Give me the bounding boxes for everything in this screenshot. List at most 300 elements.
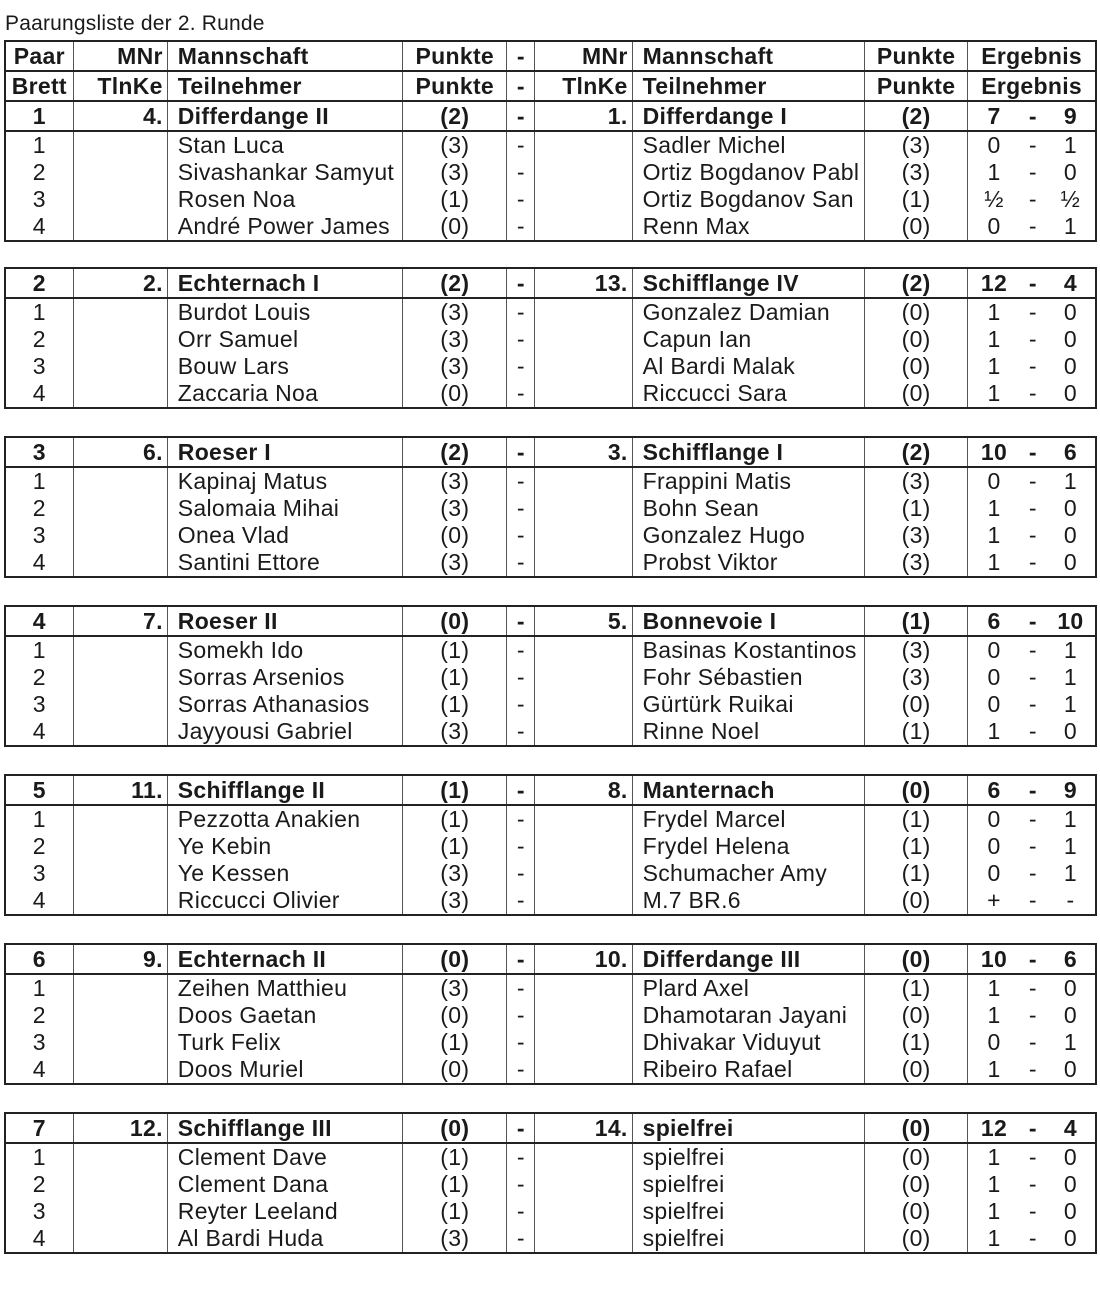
board-empty-left bbox=[73, 636, 167, 664]
board-row bbox=[5, 1198, 1096, 1225]
team-result-separator: - bbox=[1020, 437, 1046, 467]
player-name-right: Rinne Noel bbox=[632, 718, 864, 746]
board-result-left: 1 bbox=[987, 1225, 1001, 1251]
team-name-right: spielfrei bbox=[632, 1113, 864, 1143]
board-empty-right bbox=[535, 805, 632, 833]
board-number: 2 bbox=[5, 495, 73, 522]
team-points-right: (0) bbox=[865, 775, 968, 805]
board-dash: - bbox=[507, 467, 535, 495]
player-name-right: Gonzalez Hugo bbox=[632, 522, 864, 549]
board-dash: - bbox=[507, 380, 535, 408]
board-result-right: 0 bbox=[1063, 495, 1077, 521]
board-row bbox=[5, 326, 1096, 353]
board-dash: - bbox=[507, 691, 535, 718]
team-name-left: Roeser II bbox=[167, 606, 402, 636]
board-number: 1 bbox=[5, 636, 73, 664]
player-name-left: Doos Muriel bbox=[167, 1056, 402, 1084]
header-team-left: Teilnehmer bbox=[167, 71, 402, 101]
player-name-right: Renn Max bbox=[632, 213, 864, 241]
team-points-left: (2) bbox=[403, 437, 507, 467]
board-dash: - bbox=[507, 860, 535, 887]
board-number: 2 bbox=[5, 159, 73, 186]
team-result-separator: - bbox=[1020, 268, 1046, 298]
board-result-left: 1 bbox=[987, 495, 1001, 521]
board-empty-left bbox=[73, 298, 167, 326]
board-number: 3 bbox=[5, 522, 73, 549]
pair-number: 4 bbox=[5, 606, 73, 636]
team-result-left: 10 bbox=[968, 944, 1020, 974]
board-dash: - bbox=[507, 353, 535, 380]
player-points-left: (1) bbox=[403, 636, 507, 664]
board-row bbox=[5, 298, 1096, 326]
team-result-separator: - bbox=[1020, 101, 1046, 131]
player-points-right: (3) bbox=[865, 131, 968, 159]
board-row bbox=[5, 636, 1096, 664]
board-row bbox=[5, 1056, 1096, 1084]
board-number: 3 bbox=[5, 186, 73, 213]
board-result-left: 0 bbox=[987, 664, 1001, 690]
player-name-left: Clement Dana bbox=[167, 1171, 402, 1198]
player-points-left: (1) bbox=[403, 1171, 507, 1198]
team-name-right: Bonnevoie I bbox=[632, 606, 864, 636]
board-result-right: 1 bbox=[1063, 664, 1077, 690]
board-number: 4 bbox=[5, 213, 73, 241]
header-result: Ergebnis bbox=[968, 71, 1096, 101]
board-number: 4 bbox=[5, 718, 73, 746]
board-empty-right bbox=[535, 833, 632, 860]
board-empty-left bbox=[73, 887, 167, 915]
team-name-right: Manternach bbox=[632, 775, 864, 805]
team-points-left: (0) bbox=[403, 1113, 507, 1143]
team-pairing-row bbox=[5, 268, 1096, 298]
pair-number: 6 bbox=[5, 944, 73, 974]
board-number: 1 bbox=[5, 1143, 73, 1171]
player-name-right: Ortiz Bogdanov Pabl bbox=[632, 159, 864, 186]
team-result-left: 12 bbox=[968, 1113, 1020, 1143]
player-points-left: (3) bbox=[403, 718, 507, 746]
player-name-right: Frydel Helena bbox=[632, 833, 864, 860]
board-empty-right bbox=[535, 718, 632, 746]
team-dash: - bbox=[507, 268, 535, 298]
header-paar: Brett bbox=[5, 71, 73, 101]
team-points-left: (0) bbox=[403, 944, 507, 974]
pairing-table bbox=[4, 267, 1097, 409]
player-name-left: Zeihen Matthieu bbox=[167, 974, 402, 1002]
header-dash: - bbox=[507, 41, 535, 71]
team-dash: - bbox=[507, 1113, 535, 1143]
team-points-right: (0) bbox=[865, 1113, 968, 1143]
board-empty-left bbox=[73, 1029, 167, 1056]
board-result-separator: - bbox=[1028, 718, 1037, 744]
board-row bbox=[5, 860, 1096, 887]
team-points-right: (0) bbox=[865, 944, 968, 974]
board-number: 2 bbox=[5, 1002, 73, 1029]
board-result-right: 1 bbox=[1063, 132, 1077, 158]
pairing-table bbox=[4, 605, 1097, 747]
board-dash: - bbox=[507, 522, 535, 549]
board-number: 2 bbox=[5, 1171, 73, 1198]
player-points-right: (0) bbox=[865, 298, 968, 326]
board-number: 1 bbox=[5, 467, 73, 495]
board-result-right: 0 bbox=[1063, 1198, 1077, 1224]
board-result-right: 0 bbox=[1063, 1171, 1077, 1197]
header-points-left: Punkte bbox=[403, 41, 507, 71]
board-dash: - bbox=[507, 1198, 535, 1225]
board-result-right: 0 bbox=[1063, 718, 1077, 744]
player-points-left: (3) bbox=[403, 467, 507, 495]
board-dash: - bbox=[507, 1225, 535, 1253]
board-result-right: 1 bbox=[1063, 860, 1077, 886]
player-points-right: (0) bbox=[865, 380, 968, 408]
board-number: 3 bbox=[5, 353, 73, 380]
pair-number: 7 bbox=[5, 1113, 73, 1143]
player-name-left: Riccucci Olivier bbox=[167, 887, 402, 915]
board-number: 4 bbox=[5, 1056, 73, 1084]
board-result-left: 0 bbox=[987, 860, 1001, 886]
board-empty-left bbox=[73, 1143, 167, 1171]
board-row bbox=[5, 549, 1096, 577]
board-empty-right bbox=[535, 1002, 632, 1029]
player-name-left: Onea Vlad bbox=[167, 522, 402, 549]
board-result-separator: - bbox=[1028, 186, 1037, 212]
player-name-left: Bouw Lars bbox=[167, 353, 402, 380]
player-name-right: Ortiz Bogdanov San bbox=[632, 186, 864, 213]
team-number-left: 4. bbox=[73, 101, 167, 131]
board-row bbox=[5, 353, 1096, 380]
board-result-left: 1 bbox=[987, 380, 1001, 406]
board-result-left: 0 bbox=[987, 213, 1001, 239]
header-team-left: Mannschaft bbox=[167, 41, 402, 71]
board-empty-right bbox=[535, 522, 632, 549]
board-row bbox=[5, 186, 1096, 213]
pairing-table bbox=[4, 774, 1097, 916]
board-empty-left bbox=[73, 1056, 167, 1084]
board-empty-left bbox=[73, 326, 167, 353]
header-mnr-left: MNr bbox=[73, 41, 167, 71]
team-name-left: Roeser I bbox=[167, 437, 402, 467]
player-points-left: (3) bbox=[403, 298, 507, 326]
board-empty-left bbox=[73, 131, 167, 159]
team-name-left: Schifflange III bbox=[167, 1113, 402, 1143]
board-empty-right bbox=[535, 353, 632, 380]
board-empty-left bbox=[73, 186, 167, 213]
board-empty-left bbox=[73, 1198, 167, 1225]
team-points-left: (1) bbox=[403, 775, 507, 805]
board-result-separator: - bbox=[1028, 380, 1037, 406]
board-result-left: 1 bbox=[987, 1002, 1001, 1028]
player-points-left: (0) bbox=[403, 522, 507, 549]
team-name-right: Differdange III bbox=[632, 944, 864, 974]
board-result-separator: - bbox=[1028, 1002, 1037, 1028]
team-points-left: (2) bbox=[403, 268, 507, 298]
board-row bbox=[5, 974, 1096, 1002]
team-number-right: 8. bbox=[535, 775, 632, 805]
board-dash: - bbox=[507, 887, 535, 915]
board-result-right: 0 bbox=[1063, 975, 1077, 1001]
board-empty-left bbox=[73, 213, 167, 241]
player-name-right: Sadler Michel bbox=[632, 131, 864, 159]
team-result-right: 4 bbox=[1046, 268, 1096, 298]
board-empty-right bbox=[535, 664, 632, 691]
board-result-left: 1 bbox=[987, 1171, 1001, 1197]
board-result-separator: - bbox=[1028, 468, 1037, 494]
pairing-table bbox=[4, 40, 1097, 242]
team-number-left: 9. bbox=[73, 944, 167, 974]
board-result-left: 1 bbox=[987, 326, 1001, 352]
board-dash: - bbox=[507, 1002, 535, 1029]
board-result-separator: - bbox=[1028, 522, 1037, 548]
board-empty-right bbox=[535, 213, 632, 241]
board-result-left: 1 bbox=[987, 549, 1001, 575]
player-points-right: (0) bbox=[865, 353, 968, 380]
board-row bbox=[5, 691, 1096, 718]
team-pairing-row bbox=[5, 606, 1096, 636]
player-points-right: (0) bbox=[865, 326, 968, 353]
player-name-left: Santini Ettore bbox=[167, 549, 402, 577]
team-result-right: 6 bbox=[1046, 437, 1096, 467]
board-empty-right bbox=[535, 974, 632, 1002]
board-row bbox=[5, 833, 1096, 860]
board-result-right: 0 bbox=[1063, 1225, 1077, 1251]
board-empty-right bbox=[535, 691, 632, 718]
board-result-separator: - bbox=[1028, 887, 1037, 913]
player-name-left: Clement Dave bbox=[167, 1143, 402, 1171]
board-empty-right bbox=[535, 860, 632, 887]
team-dash: - bbox=[507, 437, 535, 467]
player-points-left: (3) bbox=[403, 887, 507, 915]
player-points-left: (1) bbox=[403, 186, 507, 213]
board-result-left: 1 bbox=[987, 353, 1001, 379]
team-dash: - bbox=[507, 606, 535, 636]
pair-number: 1 bbox=[5, 101, 73, 131]
team-number-left: 7. bbox=[73, 606, 167, 636]
board-number: 4 bbox=[5, 1225, 73, 1253]
player-points-right: (1) bbox=[865, 718, 968, 746]
player-points-right: (0) bbox=[865, 1198, 968, 1225]
pair-number: 2 bbox=[5, 268, 73, 298]
board-empty-left bbox=[73, 549, 167, 577]
player-points-right: (3) bbox=[865, 664, 968, 691]
header-row bbox=[5, 71, 1096, 101]
player-name-right: Bohn Sean bbox=[632, 495, 864, 522]
board-empty-left bbox=[73, 495, 167, 522]
board-dash: - bbox=[507, 326, 535, 353]
board-result-right: 1 bbox=[1063, 468, 1077, 494]
board-result-separator: - bbox=[1028, 549, 1037, 575]
team-name-left: Echternach II bbox=[167, 944, 402, 974]
board-empty-left bbox=[73, 1225, 167, 1253]
board-empty-right bbox=[535, 1143, 632, 1171]
player-points-right: (3) bbox=[865, 522, 968, 549]
board-dash: - bbox=[507, 833, 535, 860]
header-points-right: Punkte bbox=[865, 41, 968, 71]
player-points-right: (1) bbox=[865, 805, 968, 833]
player-points-left: (3) bbox=[403, 353, 507, 380]
team-pairing-row bbox=[5, 437, 1096, 467]
player-name-right: Al Bardi Malak bbox=[632, 353, 864, 380]
header-team-right: Teilnehmer bbox=[632, 71, 864, 101]
board-empty-left bbox=[73, 1002, 167, 1029]
board-row bbox=[5, 1171, 1096, 1198]
player-name-right: Gonzalez Damian bbox=[632, 298, 864, 326]
board-dash: - bbox=[507, 805, 535, 833]
player-points-left: (1) bbox=[403, 833, 507, 860]
board-result-left: 1 bbox=[987, 1144, 1001, 1170]
player-name-right: Riccucci Sara bbox=[632, 380, 864, 408]
board-result-left: 0 bbox=[987, 468, 1001, 494]
board-result-left: 0 bbox=[987, 691, 1001, 717]
board-result-left: 0 bbox=[987, 1029, 1001, 1055]
team-points-right: (1) bbox=[865, 606, 968, 636]
board-dash: - bbox=[507, 549, 535, 577]
board-result-left: 0 bbox=[987, 806, 1001, 832]
board-number: 2 bbox=[5, 833, 73, 860]
player-points-right: (1) bbox=[865, 495, 968, 522]
team-result-left: 7 bbox=[968, 101, 1020, 131]
player-name-left: Salomaia Mihai bbox=[167, 495, 402, 522]
board-empty-left bbox=[73, 833, 167, 860]
player-name-right: Ribeiro Rafael bbox=[632, 1056, 864, 1084]
board-result-separator: - bbox=[1028, 1225, 1037, 1251]
board-result-left: 0 bbox=[987, 132, 1001, 158]
board-result-right: 0 bbox=[1063, 1056, 1077, 1082]
board-result-left: 1 bbox=[987, 1056, 1001, 1082]
header-dash: - bbox=[507, 71, 535, 101]
header-mnr-right: TlnKe bbox=[535, 71, 632, 101]
board-result-left: 1 bbox=[987, 159, 1001, 185]
board-dash: - bbox=[507, 186, 535, 213]
pairing-table bbox=[4, 1112, 1097, 1254]
player-points-right: (3) bbox=[865, 159, 968, 186]
board-row bbox=[5, 1029, 1096, 1056]
board-row bbox=[5, 131, 1096, 159]
player-points-right: (1) bbox=[865, 974, 968, 1002]
team-pairing-row bbox=[5, 944, 1096, 974]
team-result-right: 9 bbox=[1046, 101, 1096, 131]
board-empty-right bbox=[535, 159, 632, 186]
board-result-left: 0 bbox=[987, 637, 1001, 663]
board-result-right: - bbox=[1066, 887, 1075, 913]
team-number-left: 6. bbox=[73, 437, 167, 467]
board-number: 3 bbox=[5, 691, 73, 718]
board-empty-right bbox=[535, 887, 632, 915]
board-row bbox=[5, 213, 1096, 241]
header-team-right: Mannschaft bbox=[632, 41, 864, 71]
board-dash: - bbox=[507, 636, 535, 664]
header-points-left: Punkte bbox=[403, 71, 507, 101]
board-result-right: 0 bbox=[1063, 380, 1077, 406]
board-result-right: 1 bbox=[1063, 833, 1077, 859]
board-result-left: 1 bbox=[987, 299, 1001, 325]
team-name-left: Schifflange II bbox=[167, 775, 402, 805]
player-name-left: Sivashankar Samyut bbox=[167, 159, 402, 186]
board-dash: - bbox=[507, 664, 535, 691]
player-points-right: (1) bbox=[865, 1029, 968, 1056]
player-name-left: Reyter Leeland bbox=[167, 1198, 402, 1225]
board-empty-right bbox=[535, 380, 632, 408]
board-row bbox=[5, 664, 1096, 691]
player-points-left: (3) bbox=[403, 326, 507, 353]
player-points-left: (3) bbox=[403, 159, 507, 186]
player-points-left: (1) bbox=[403, 1198, 507, 1225]
board-empty-right bbox=[535, 298, 632, 326]
player-name-right: spielfrei bbox=[632, 1198, 864, 1225]
player-points-left: (1) bbox=[403, 664, 507, 691]
player-name-left: Ye Kebin bbox=[167, 833, 402, 860]
board-dash: - bbox=[507, 1056, 535, 1084]
board-result-right: 0 bbox=[1063, 522, 1077, 548]
board-empty-right bbox=[535, 186, 632, 213]
team-result-left: 10 bbox=[968, 437, 1020, 467]
board-dash: - bbox=[507, 213, 535, 241]
board-result-left: 1 bbox=[987, 522, 1001, 548]
board-empty-right bbox=[535, 1029, 632, 1056]
team-result-left: 6 bbox=[968, 606, 1020, 636]
board-row bbox=[5, 1143, 1096, 1171]
player-name-left: Stan Luca bbox=[167, 131, 402, 159]
board-empty-left bbox=[73, 860, 167, 887]
player-name-left: Sorras Athanasios bbox=[167, 691, 402, 718]
header-result: Ergebnis bbox=[968, 41, 1096, 71]
player-points-right: (0) bbox=[865, 1002, 968, 1029]
player-name-right: Dhamotaran Jayani bbox=[632, 1002, 864, 1029]
board-result-separator: - bbox=[1028, 353, 1037, 379]
board-number: 3 bbox=[5, 1198, 73, 1225]
board-dash: - bbox=[507, 974, 535, 1002]
board-result-left: ½ bbox=[984, 186, 1004, 212]
team-points-right: (2) bbox=[865, 101, 968, 131]
pairing-table bbox=[4, 436, 1097, 578]
player-name-right: Gürtürk Ruikai bbox=[632, 691, 864, 718]
board-dash: - bbox=[507, 495, 535, 522]
team-number-right: 5. bbox=[535, 606, 632, 636]
player-points-left: (0) bbox=[403, 213, 507, 241]
player-name-left: Doos Gaetan bbox=[167, 1002, 402, 1029]
board-result-right: 0 bbox=[1063, 353, 1077, 379]
board-dash: - bbox=[507, 1143, 535, 1171]
board-number: 2 bbox=[5, 326, 73, 353]
player-name-left: Sorras Arsenios bbox=[167, 664, 402, 691]
board-number: 4 bbox=[5, 549, 73, 577]
player-name-right: Frydel Marcel bbox=[632, 805, 864, 833]
board-result-separator: - bbox=[1028, 637, 1037, 663]
board-result-right: 1 bbox=[1063, 691, 1077, 717]
player-name-left: Orr Samuel bbox=[167, 326, 402, 353]
board-number: 4 bbox=[5, 887, 73, 915]
team-name-right: Schifflange I bbox=[632, 437, 864, 467]
board-empty-left bbox=[73, 718, 167, 746]
team-name-right: Schifflange IV bbox=[632, 268, 864, 298]
board-empty-right bbox=[535, 549, 632, 577]
board-result-separator: - bbox=[1028, 833, 1037, 859]
board-empty-right bbox=[535, 131, 632, 159]
player-points-right: (3) bbox=[865, 467, 968, 495]
team-points-right: (2) bbox=[865, 437, 968, 467]
board-row bbox=[5, 467, 1096, 495]
board-empty-left bbox=[73, 467, 167, 495]
board-result-right: ½ bbox=[1060, 186, 1081, 212]
player-name-left: Turk Felix bbox=[167, 1029, 402, 1056]
board-empty-right bbox=[535, 1171, 632, 1198]
team-result-separator: - bbox=[1020, 606, 1046, 636]
team-result-right: 6 bbox=[1046, 944, 1096, 974]
team-pairing-row bbox=[5, 1113, 1096, 1143]
board-empty-right bbox=[535, 636, 632, 664]
board-number: 1 bbox=[5, 298, 73, 326]
board-number: 3 bbox=[5, 860, 73, 887]
board-result-separator: - bbox=[1028, 326, 1037, 352]
player-name-right: M.7 BR.6 bbox=[632, 887, 864, 915]
